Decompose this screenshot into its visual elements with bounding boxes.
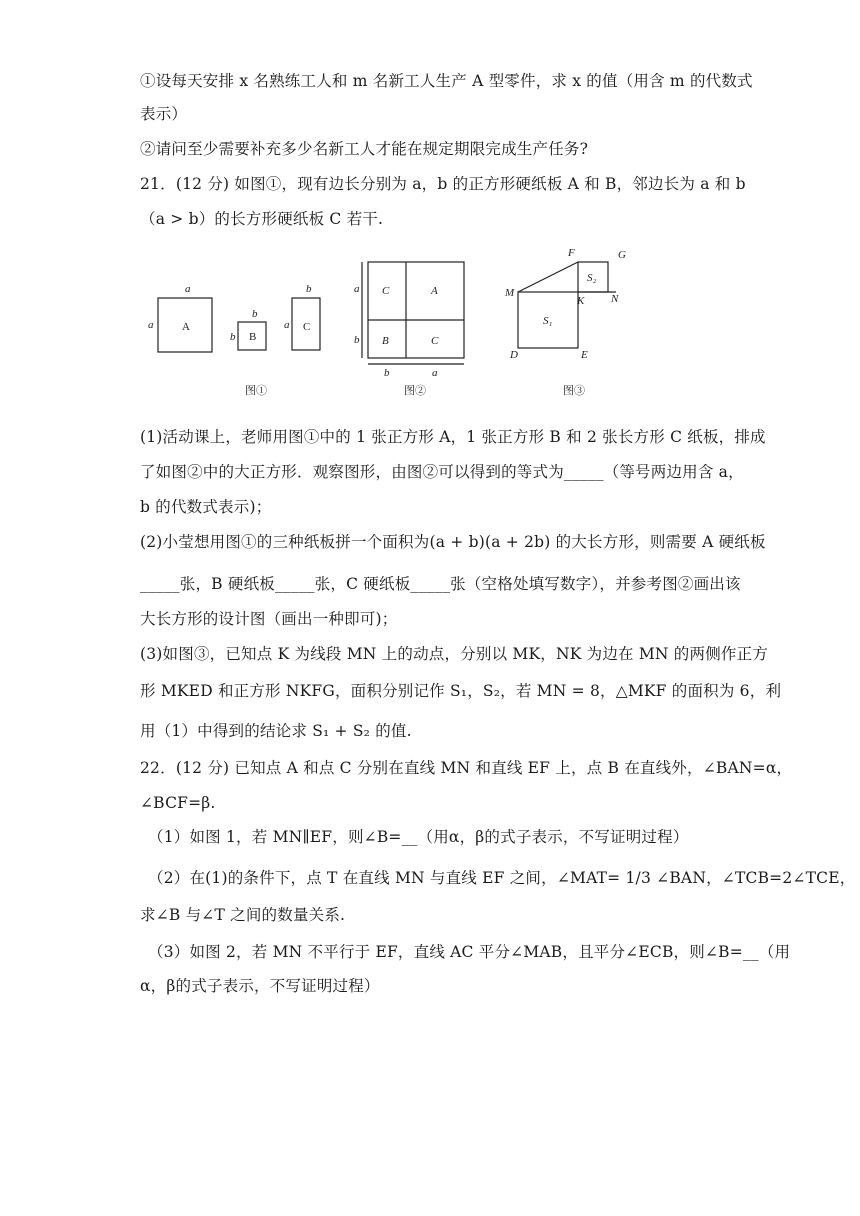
- text-line: ①设每天安排 x 名熟练工人和 m 名新工人生产 A 型零件，求 x 的值（用含 m 的代数式: [140, 72, 753, 90]
- text-line: （3）如图 2，若 MN 不平行于 EF，直线 AC 平分∠MAB，且平分∠ECB，则∠B=__（用: [148, 943, 791, 961]
- label-c: C: [431, 335, 439, 347]
- text-line: 表示）: [140, 105, 188, 123]
- text-line: 用（1）中得到的结论求 S₁ + S₂ 的值.: [140, 722, 412, 740]
- text-line: (3)如图③，已知点 K 为线段 MN 上的动点，分别以 MK，NK 为边在 MN 的两侧作正方: [140, 645, 769, 663]
- text-line: (1)活动课上，老师用图①中的 1 张正方形 A，1 张正方形 B 和 2 张长方形 C 纸板，排成: [140, 428, 766, 446]
- area-s2-label: S₂: [587, 272, 597, 284]
- point-g-label: G: [618, 249, 626, 261]
- point-n-label: N: [611, 293, 619, 305]
- text-line: （1）如图 1，若 MN∥EF，则∠B=__（用α，β的式子表示，不写证明过程）: [148, 828, 689, 846]
- label-a: a: [354, 283, 360, 295]
- text-line: ∠BCF=β.: [140, 794, 216, 812]
- text-line: （a > b）的长方形硬纸板 C 若干.: [140, 210, 384, 228]
- label-a: a: [284, 319, 290, 331]
- figure-3-caption: 图③: [563, 385, 585, 397]
- label-a: a: [185, 283, 191, 295]
- text-line: ②请问至少需要补充多少名新工人才能在规定期限完成生产任务?: [140, 140, 589, 158]
- text-line: _____张，B 硬纸板_____张，C 硬纸板_____张（空格处填写数字），并参考图②画出该: [140, 575, 741, 593]
- label-b: b: [384, 367, 390, 379]
- figure-2-caption: 图②: [404, 385, 426, 397]
- label-a: a: [148, 319, 154, 331]
- label-square-b: B: [249, 331, 257, 343]
- text-line: （2）在(1)的条件下，点 T 在直线 MN 与直线 EF 之间，∠MAT= 1/3 ∠BAN，∠TCB=2∠TCE，: [148, 869, 856, 887]
- label-c: C: [382, 285, 390, 297]
- text-line: (2)小莹想用图①的三种纸板拼一个面积为(a + b)(a + 2b) 的大长方形，则需要 A 硬纸板: [140, 533, 766, 551]
- label-rect-c: C: [303, 321, 311, 333]
- label-b: b: [230, 331, 236, 343]
- point-m-label: M: [505, 287, 515, 299]
- label-b-piece: B: [382, 335, 389, 347]
- text-line: α，β的式子表示，不写证明过程）: [140, 977, 380, 995]
- label-square-a: A: [182, 321, 190, 333]
- text-line: 求∠B 与∠T 之间的数量关系.: [140, 906, 346, 924]
- label-a-piece: A: [431, 285, 438, 297]
- point-f-label: F: [568, 247, 575, 259]
- label-a: a: [432, 367, 438, 379]
- label-b: b: [306, 283, 312, 295]
- point-k-label: K: [577, 295, 585, 307]
- text-line: b 的代数式表示)；: [140, 498, 272, 516]
- text-line: 大长方形的设计图（画出一种即可)；: [140, 610, 398, 628]
- text-line: 形 MKED 和正方形 NKFG，面积分别记作 S₁，S₂，若 MN = 8，△MKF 的面积为 6，利: [140, 682, 782, 700]
- question-21-heading: 21．(12 分) 如图①，现有边长分别为 a，b 的正方形硬纸板 A 和 B，邻边长为 a 和 b: [140, 175, 746, 193]
- figure-1-caption: 图①: [245, 385, 267, 397]
- label-b: b: [354, 334, 360, 346]
- text-line: 了如图②中的大正方形．观察图形，由图②可以得到的等式为_____（等号两边用含 a，: [140, 463, 744, 481]
- geometry-figures: [140, 240, 740, 410]
- question-22-heading: 22．(12 分) 已知点 A 和点 C 分别在直线 MN 和直线 EF 上，点 B 在直线外，∠BAN=α，: [140, 759, 793, 777]
- label-b: b: [252, 308, 258, 320]
- figures-row: [140, 240, 740, 410]
- area-s1-label: S₁: [543, 315, 553, 327]
- point-e-label: E: [581, 349, 588, 361]
- point-d-label: D: [510, 349, 518, 361]
